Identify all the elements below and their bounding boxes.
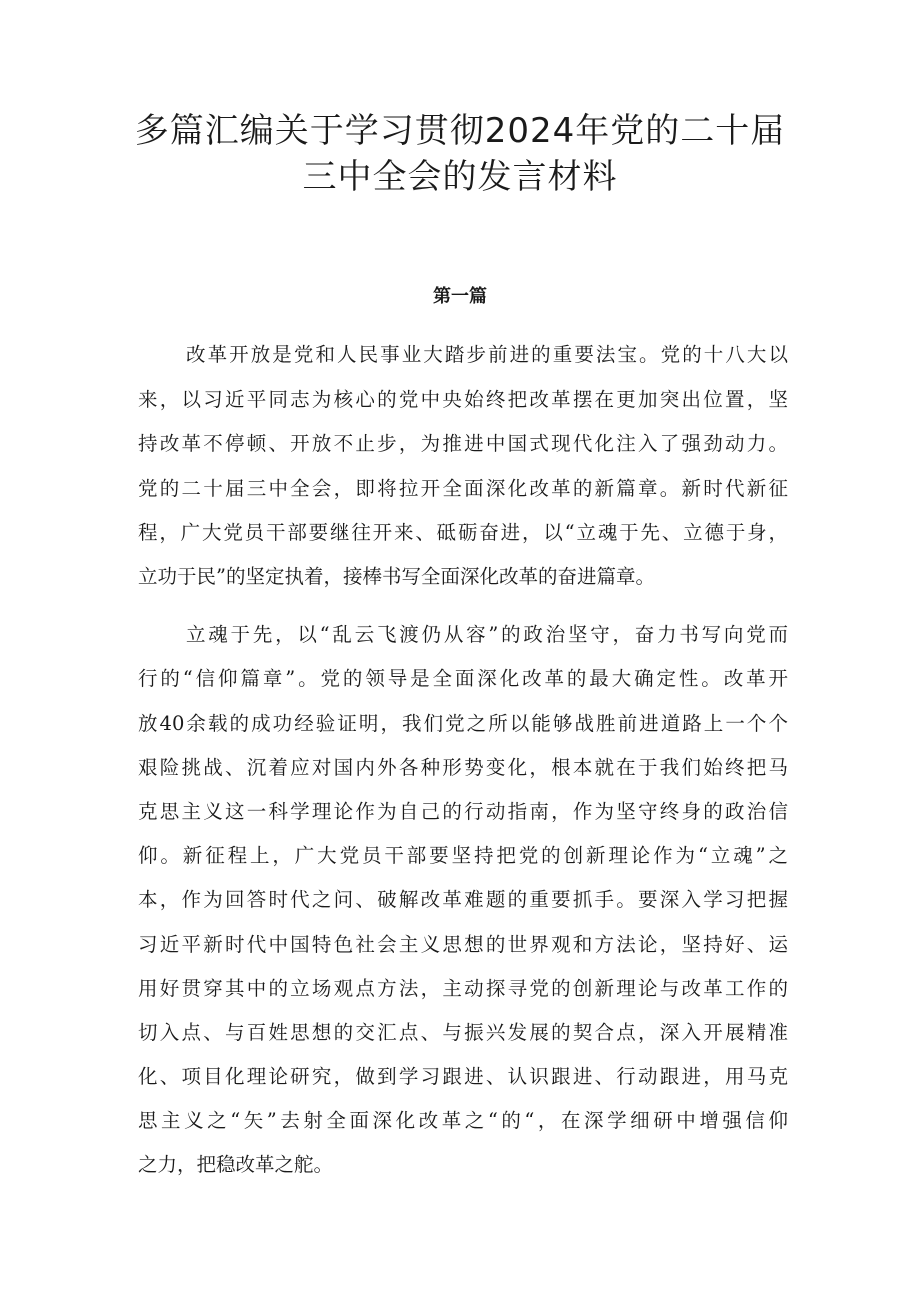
- document-title-line-2: 三中全会的发言材料: [302, 157, 618, 197]
- paragraph-line: 克思主义这一科学理论作为自己的行动指南，作为坚守终身的政治信: [138, 800, 788, 823]
- paragraph-line: 改革开放是党和人民事业大踏步前进的重要法宝。党的十八大以: [186, 343, 788, 366]
- paragraph-line: 切入点、与百姓思想的交汇点、与振兴发展的契合点，深入开展精准: [138, 1021, 788, 1044]
- paragraph-line: 持改革不停顿、开放不止步，为推进中国式现代化注入了强劲动力。: [138, 432, 788, 455]
- paragraph-line: 仰。新征程上，广大党员干部要坚持把党的创新理论作为“立魂”之: [138, 844, 788, 867]
- paragraph-line: 本，作为回答时代之问、破解改革难题的重要抓手。要深入学习把握: [138, 888, 788, 911]
- paragraph-line: 思主义之“矢”去射全面深化改革之“的“，在深学细研中增强信仰: [138, 1109, 788, 1132]
- paragraph-line: 程，广大党员干部要继往开来、砥砺奋进，以“立魂于先、立德于身，: [138, 521, 788, 544]
- paragraph-line: 立魂于先，以“乱云飞渡仍从容”的政治坚守，奋力书写向党而: [186, 623, 788, 646]
- paragraph-line: 之力，把稳改革之舵。: [138, 1153, 334, 1176]
- paragraph-line: 习近平新时代中国特色社会主义思想的世界观和方法论，坚持好、运: [138, 933, 788, 956]
- paragraph-line: 用好贯穿其中的立场观点方法，主动探寻党的创新理论与改革工作的: [138, 977, 788, 1000]
- paragraph-line: 化、项目化理论研究，做到学习跟进、认识跟进、行动跟进，用马克: [138, 1065, 788, 1088]
- paragraph-line: 放40余载的成功经验证明，我们党之所以能够战胜前进道路上一个个: [138, 712, 788, 735]
- paragraph-line: 艰险挑战、沉着应对国内外各种形势变化，根本就在于我们始终把马: [138, 756, 788, 779]
- paragraph-line: 行的“信仰篇章”。党的领导是全面深化改革的最大确定性。改革开: [138, 667, 788, 690]
- document-title-line-1: 多篇汇编关于学习贯彻2024年党的二十届: [134, 111, 786, 151]
- section-heading: 第一篇: [433, 286, 487, 307]
- paragraph-line: 来，以习近平同志为核心的党中央始终把改革摆在更加突出位置，坚: [138, 388, 788, 411]
- paragraph-line: 立功于民”的坚定执着，接棒书写全面深化改革的奋进篇章。: [138, 565, 655, 588]
- paragraph-line: 党的二十届三中全会，即将拉开全面深化改革的新篇章。新时代新征: [138, 477, 788, 500]
